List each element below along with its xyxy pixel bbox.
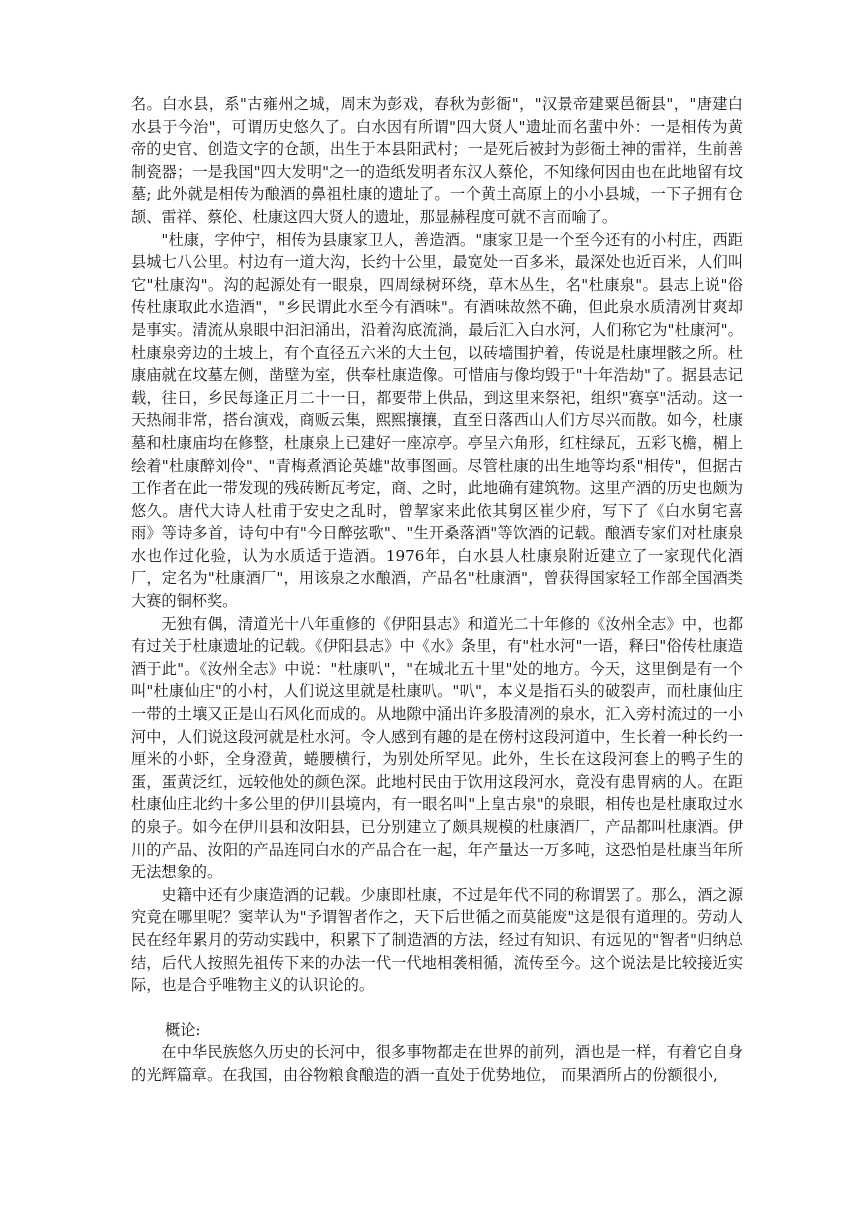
paragraph-gap xyxy=(131,997,743,1019)
document-body xyxy=(131,93,743,1087)
paragraph-dukang-village: "杜康，字仲宁，相传为县康家卫人，善造酒。"康家卫是一个至今还有的小村庄，西距县城七八公里。村边有一道大沟，长约十公里，最宽处一百多米，最深处也近百米，人们叫它"杜康沟"。沟的起源处有一眼泉，四周绿树环绕，草木丛生，名"杜康泉"。县志上说"俗传杜康取此水造酒"，"乡民谓此水至今有酒味"。有酒味故然不确，但此泉水质清冽甘爽却是事实。清流从泉眼中汩汩涌出，沿着沟底流淌，最后汇入白水河，人们称它为"杜康河"。杜康泉旁边的土坡上，有个直径五六米的大土包，以砖墙围护着，传说是杜康埋骸之所。杜康庙就在坟墓左侧，凿壁为室，供奉杜康造像。可惜庙与像均毁于"十年浩劫"了。据县志记载，往日，乡民每逢正月二十一日，都要带上供品，到这里来祭祀，组织"赛享"活动。这一天热闹非常，搭台演戏，商贩云集，熙熙攘攘，直至日落西山人们方尽兴而散。如今，杜康墓和杜康庙均在修整，杜康泉上已建好一座凉亭。亭呈六角形，红柱绿瓦，五彩飞檐，楣上绘着"杜康醉刘伶"、"青梅煮酒论英雄"故事图画。尽管杜康的出生地等均系"相传"，但据古工作者在此一带发现的残砖断瓦考定，商、之时，此地确有建筑物。这里产酒的历史也颇为悠久。唐代大诗人杜甫于安史之乱时，曾挈家来此依其舅区崔少府，写下了《白水舅宅喜雨》等诗多首，诗句中有"今日醉弦歌"、"生开桑落酒"等饮酒的记载。酿酒专家们对杜康泉水也作过化验，认为水质适于造酒。1976年，白水县人杜康泉附近建立了一家现代化酒厂，定名为"杜康酒厂"，用该泉之水酿酒，产品名"杜康酒"，曾获得国家轻工作部全国酒类大赛的铜杯奖。 xyxy=(131,230,743,611)
paragraph-yiyang-records: 无独有偶，清道光十八年重修的《伊阳县志》和道光二十年修的《汝州全志》中，也都有过关于杜康遗址的记载。《伊阳县志》中《水》条里，有"杜水河"一语，释曰"俗传杜康造酒于此"。《汝州全志》中说："杜康叭"，"在城北五十里"处的地方。今天，这里倒是有一个叫"杜康仙庄"的小村，人们说这里就是杜康叭。"叭"，本义是指石头的破裂声，而杜康仙庄一带的土壤又正是山石风化而成的。从地隙中涌出许多股清冽的泉水，汇入旁村流过的一小河中，人们说这段河就是杜水河。令人感到有趣的是在傍村这段河道中，生长着一种长约一厘米的小虾，全身澄黄，蜷腰横行，为别处所罕见。此外，生长在这段河套上的鸭子生的蛋，蛋黄泛红，远较他处的颜色深。此地村民由于饮用这段河水，竟没有患胃病的人。在距杜康仙庄北约十多公里的伊川县境内，有一眼名叫"上皇古泉"的泉眼，相传也是杜康取过水的泉子。如今在伊川县和汝阳县，已分别建立了颇具规模的杜康酒厂，产品都叫杜康酒。伊川的产品、汝阳的产品连同白水的产品合在一起，年产量达一万多吨，这恐怕是杜康当年所无法想象的。 xyxy=(131,614,743,882)
paragraph-shaokang: 史籍中还有少康造酒的记载。少康即杜康，不过是年代不同的称谓罢了。那么，酒之源究竟在哪里呢？窦苹认为"予谓智者作之，天下后世循之而莫能废"这是很有道理的。劳动人民在经年累月的劳动实践中，积累下了制造酒的方法，经过有知识、有远见的"智者"归纳总结，后代人按照先祖传下来的办法一代一代地相袭相循，流传至今。这个说法是比较接近实际，也是合乎唯物主义的认识论的。 xyxy=(131,885,743,995)
paragraph-overview: 在中华民族悠久历史的长河中，很多事物都走在世界的前列，酒也是一样，有着它自身的光辉篇章。在我国，由谷物粮食酿造的酒一直处于优势地位， 而果酒所占的份额很小, xyxy=(131,1043,743,1084)
section-heading: 概论: xyxy=(165,1020,201,1039)
paragraph-baishui-county: 名。白水县，系"古雍州之城，周末为彭戏，春秋为彭衙"，"汉景帝建粟邑衙县"，"唐建白水县于今治"，可谓历史悠久了。白水因有所谓"四大贤人"遗址而名蜚中外：一是相传为黄帝的史官、创造文字的仓颉，出生于本县阳武村；一是死后被封为彭衙土神的雷祥，生前善制瓷器；一是我国"四大发明"之一的造纸发明者东汉人蔡伦，不知缘何因由也在此地留有坟墓; 此外就是相传为酿酒的鼻祖杜康的遗址了。一个黄土高原上的小小县城，一下子拥有仓颉、雷祥、蔡伦、杜康这四大贤人的遗址，那显赫程度可就不言而喻了。 xyxy=(131,95,743,226)
